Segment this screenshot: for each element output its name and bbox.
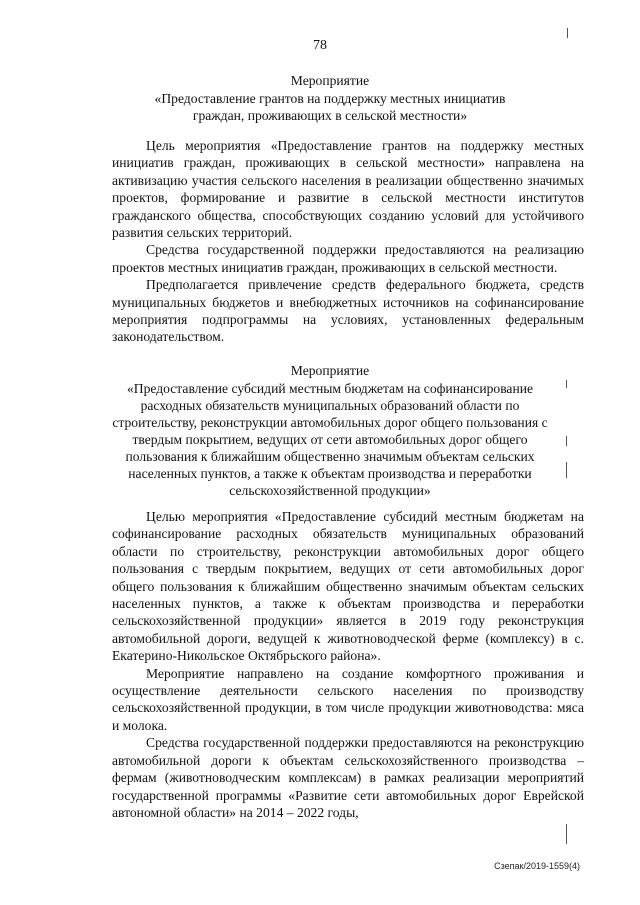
scan-mark bbox=[566, 380, 567, 388]
section2-paragraph: Мероприятие направлено на создание комфортного проживания и осуществление деятельности сельского населения по производству сельскохозяйственной продукции, в том числе продукции животноводства: мяса и молока. bbox=[112, 665, 584, 733]
section1-body bbox=[112, 137, 584, 346]
page-number: 78 bbox=[313, 38, 327, 53]
section1-paragraph: Цель мероприятия «Предоставление грантов на поддержку местных инициатив граждан, проживающих в сельской местности» направлена на активизацию участия сельского населения в реализации общественно значимых проектов, формирование и развитие в сельской местности институтов гражданского общества, способствующих созданию условий для устойчивого развития сельских территорий. bbox=[112, 138, 584, 241]
section2-heading: Мероприятие bbox=[290, 363, 370, 378]
scan-mark bbox=[566, 824, 567, 844]
section1-paragraph: Средства государственной поддержки предоставляются на реализацию проектов местных инициатив граждан, проживающих в сельской местности. bbox=[112, 242, 584, 275]
section2-title-line-4: твердым покрытием, ведущих от сети автомобильных дорог общего bbox=[132, 432, 528, 447]
section2-title-line-6: населенных пунктов, а также к объектам производства и переработки bbox=[128, 466, 532, 481]
section1-title-line-1: «Предоставление грантов на поддержку местных инициатив bbox=[154, 91, 506, 106]
section2-body bbox=[112, 508, 584, 821]
scan-mark bbox=[566, 462, 567, 478]
section2-title-line-2: расходных обязательств муниципальных образований области по bbox=[140, 398, 520, 413]
section1-heading: Мероприятие bbox=[290, 73, 370, 88]
section2-title-line-7: сельскохозяйственной продукции» bbox=[229, 483, 431, 498]
section1-paragraph: Предполагается привлечение средств федерального бюджета, средств муниципальных бюджетов и внебюджетных источников на софинансирование мероприятия подпрограммы на условиях, установленных федеральным законодательством. bbox=[112, 277, 584, 345]
section2-title-line-3: строительству, реконструкции автомобильных дорог общего пользования с bbox=[112, 415, 548, 430]
section2-title-line-1: «Предоставление субсидий местным бюджетам на софинансирование bbox=[126, 381, 534, 396]
section2-paragraph: Средства государственной поддержки предоставляются на реконструкцию автомобильной дороги к объектам сельскохозяйственного производства – фермам (животноводческим комплексам) в рамках реализации мероприятий государственной программы «Развитие сети автомобильных дорог Еврейской автономной области» на 2014 – 2022 годы, bbox=[112, 735, 584, 820]
section2-title-line-5: пользования к ближайшим общественно значимым объектам сельских bbox=[125, 449, 535, 464]
section2-paragraph: Целью мероприятия «Предоставление субсидий местным бюджетам на софинансирование расходных обязательств муниципальных образований области по строительству, реконструкции автомобильных дорог общего пользования с твердым покрытием, ведущих от сети автомобильных дорог общего пользования к ближайшим общественно значимым объектам сельских населенных пунктов, а также к объектам производства и переработки сельскохозяйственной продукции» является в 2019 году реконструкция автомобильной дороги, ведущей к животноводческой ферме (комплексу) в с. Екатерино-Никольское Октябрьского района». bbox=[112, 509, 584, 664]
section1-title-line-2: граждан, проживающих в сельской местности» bbox=[192, 108, 468, 123]
scan-mark bbox=[567, 28, 568, 38]
scan-mark bbox=[566, 436, 567, 446]
document-code: Сзепак/2019-1559(4) bbox=[494, 861, 580, 871]
